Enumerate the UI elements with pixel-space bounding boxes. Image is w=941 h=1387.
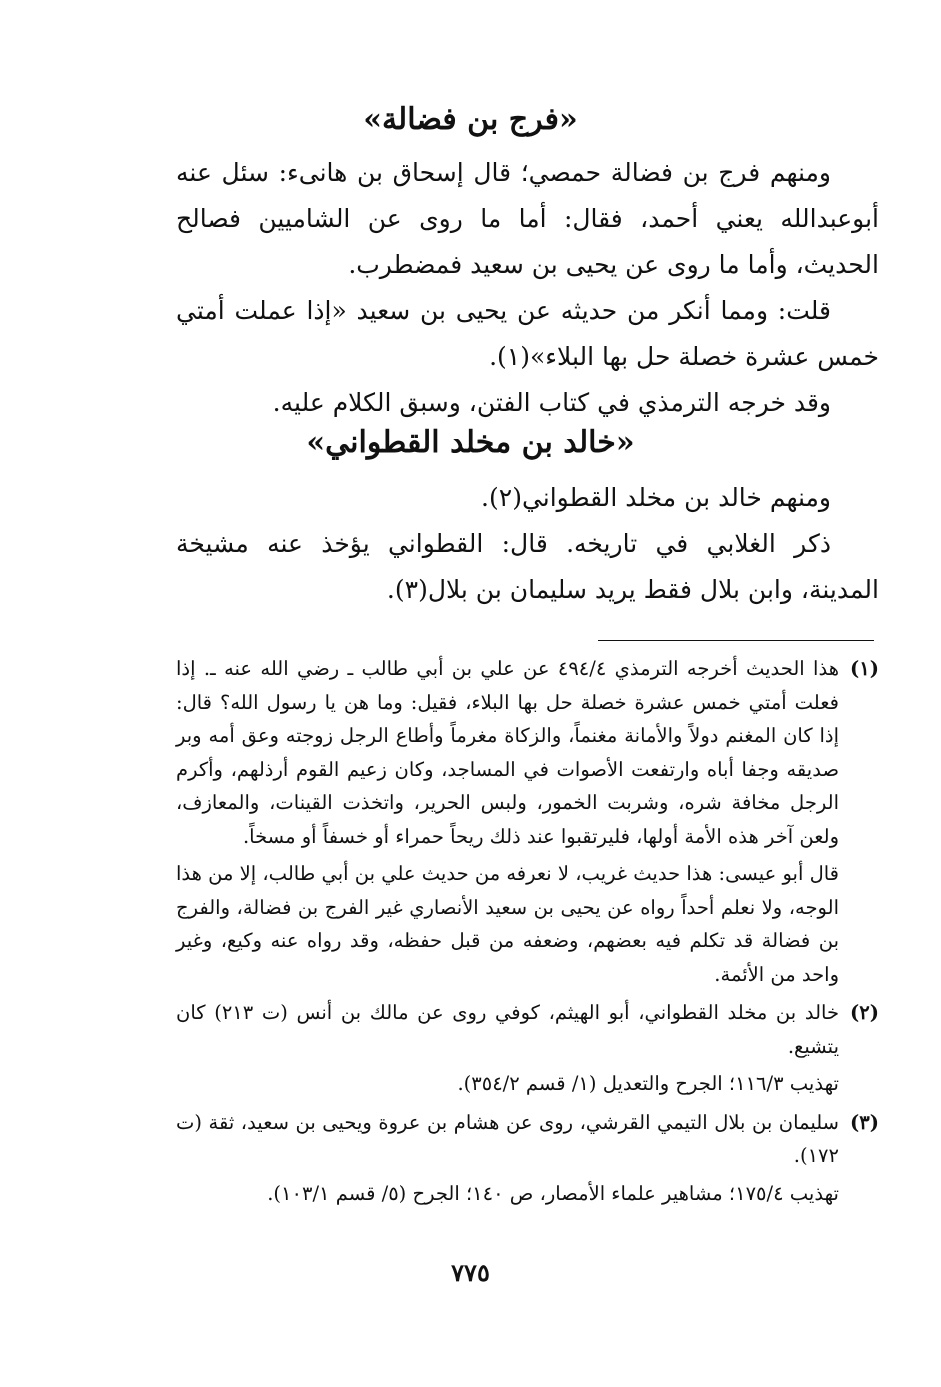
footnote-1: [176, 652, 879, 991]
footnote-number: (٢): [850, 1001, 879, 1024]
footnotes: [176, 652, 879, 1215]
paragraph: وقد خرجه الترمذي في كتاب الفتن، وسبق الكلام عليه.: [272, 388, 831, 417]
footnote-text: تهذيب ١٧٥/٤؛ مشاهير علماء الأمصار، ص ١٤٠؛ الجرح (٥/ قسم ١٠٣/١).: [267, 1181, 839, 1205]
page-number: ٧٧٥: [451, 1258, 490, 1287]
footnote-text: قال أبو عيسى: هذا حديث غريب، لا نعرفه من حديث علي بن أبي طالب، إلا من هذا الوجه، ولا نعلم أحداً رواه عن يحيى بن سعيد الأنصاري غير الفرج بن فضالة، والفرج بن فضالة قد تكلم فيه بعضهم، وضعفه من قبل حفظه، وقد رواه عنه وكيع، وغير واحد من الأئمة.: [176, 862, 839, 986]
footnote-number: (٣): [850, 1110, 879, 1134]
paragraph: ذكر الغلابي في تاريخه. قال: القطواني يؤخذ عنه مشيخة المدينة، وابن بلال فقط يريد سليمان بن بلال(٣).: [176, 529, 879, 604]
footnote-3: [176, 1106, 879, 1211]
footnote-text: هذا الحديث أخرجه الترمذي ٤٩٤/٤ عن علي بن أبي طالب ـ رضي الله عنه ـ. إذا فعلت أمتي خمس عشرة خصلة حل بها البلاء، فقيل: وما هن يا رسول الله؟ قال: إذا كان المغنم دولاً والأمانة مغنماً، والزكاة مغرماً وأطاع الرجل زوجته وعق أمه وبر صديقه وجفا أباه وارتفعت الأصوات في المساجد، وكان زعيم القوم أرذلهم، وأكرم الرجل مخافة شره، وشربت الخمور، ولبس الحرير، واتخذت القينات، والمعازف، ولعن آخر هذه الأمة أولها، فليرتقبوا عند ذلك ريحاً حمراء أو خسفاً أو مسخاً.: [176, 657, 839, 848]
section-heading-khalid: «خالد بن مخلد القطواني»: [306, 425, 635, 460]
paragraph: ومنهم خالد بن مخلد القطواني(٢).: [481, 483, 831, 512]
footnote-number: (١): [850, 657, 879, 680]
footnote-text: سليمان بن بلال التيمي القرشي، روى عن هشام بن عروة ويحيى بن سعيد، ثقة (ت ١٧٢).: [176, 1110, 839, 1167]
paragraph: قلت: ومما أنكر من حديثه عن يحيى بن سعيد «إذا عملت أمتي خمس عشرة خصلة حل بها البلاء»(١).: [176, 296, 879, 371]
footnote-2: [176, 996, 879, 1101]
footnote-text: تهذيب ١١٦/٣؛ الجرح والتعديل (١/ قسم ٣٥٤/٢).: [457, 1072, 839, 1095]
section-body-faraj: [176, 150, 879, 426]
paragraph: ومنهم فرج بن فضالة حمصي؛ قال إسحاق بن هانىء: سئل عنه أبوعبدالله يعني أحمد، فقال: أما ما روى عن الشاميين فصالح الحديث، وأما ما روى عن يحيى بن سعيد فمضطرب.: [176, 158, 879, 279]
footnote-separator: [598, 640, 874, 641]
footnote-text: خالد بن مخلد القطواني، أبو الهيثم، كوفي روى عن مالك بن أنس (ت ٢١٣) كان يتشيع.: [176, 1001, 840, 1058]
section-body-khalid: [176, 475, 879, 613]
section-heading-faraj: «فرج بن فضالة»: [363, 102, 578, 137]
